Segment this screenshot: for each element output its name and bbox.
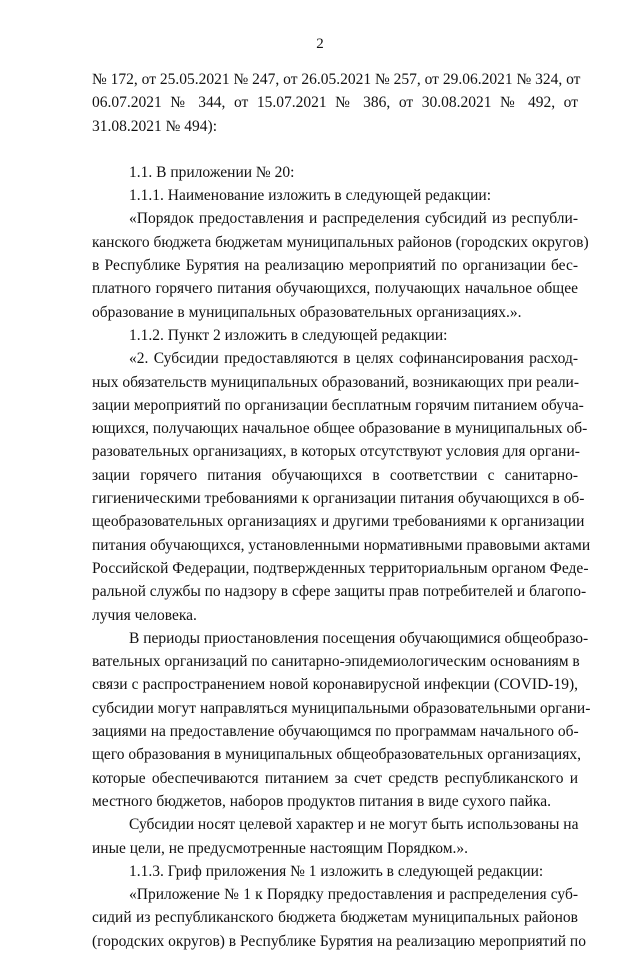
text-line: ющихся, получающих начальное общее образование в муниципальных об- bbox=[92, 420, 588, 438]
text-line: В периоды приостановления посещения обучающимися общеобразо- bbox=[129, 629, 589, 647]
text-line: питания обучающихся, установленными нормативными правовыми актами bbox=[92, 536, 591, 554]
text-line: образование в муниципальных образовательных организациях.». bbox=[92, 303, 522, 321]
text-line: сидий из республиканского бюджета бюджетам муниципальных районов bbox=[92, 909, 578, 927]
item-1-1 bbox=[92, 161, 578, 184]
text-line: гигиеническими требованиями к организации питания обучающихся в об- bbox=[92, 490, 585, 508]
text-line: ных обязательств муниципальных образований, возникающих при реали- bbox=[92, 373, 580, 391]
text-line: местного бюджетов, наборов продуктов питания в виде сухого пайка. bbox=[92, 792, 551, 810]
text-line: 1.1.2. Пункт 2 изложить в следующей редакции: bbox=[129, 326, 448, 344]
item-1-1-2 bbox=[92, 324, 578, 347]
text-line: № 172, от 25.05.2021 № 247, от 26.05.2021 № 257, от 29.06.2021 № 324, от bbox=[92, 71, 581, 88]
text-line: платного горячего питания обучающихся, получающих начальное общее bbox=[92, 280, 578, 298]
text-line: зации мероприятий по организации бесплатным горячим питанием обуча- bbox=[92, 396, 584, 414]
quote-appendix-paragraph bbox=[92, 883, 586, 953]
paragraph-spacer bbox=[92, 138, 578, 161]
text-line: субсидии могут направляться муниципальными образовательными органи- bbox=[92, 699, 591, 717]
text-line: в Республике Бурятия на реализацию мероприятий по организации бес- bbox=[92, 257, 578, 275]
text-line: 1.1.1. Наименование изложить в следующей редакции: bbox=[129, 187, 492, 205]
text-line: лучия человека. bbox=[92, 606, 197, 624]
text-line: щего образования в муниципальных общеобразовательных организациях, bbox=[92, 746, 581, 764]
item-1-1-3 bbox=[92, 860, 578, 883]
text-line: которые обеспечиваются питанием за счет средств республиканского и bbox=[92, 769, 578, 787]
text-line: 1.1.3. Гриф приложения № 1 изложить в следующей редакции: bbox=[129, 862, 544, 880]
quote-name-paragraph bbox=[92, 207, 589, 323]
document-body bbox=[92, 68, 591, 953]
text-line: разовательных организациях, в которых отсутствуют условия для органи- bbox=[92, 443, 580, 461]
text-line: (городских округов) в Республике Бурятия на реализацию мероприятий по bbox=[92, 932, 586, 950]
text-line: Субсидии носят целевой характер и не могут быть использованы на bbox=[129, 816, 579, 834]
text-line: Российской Федерации, подтвержденных территориальным органом Феде- bbox=[92, 559, 589, 577]
text-line: 06.07.2021 № 344, от 15.07.2021 № 386, от 30.08.2021 № 492, от bbox=[92, 94, 578, 112]
item-1-1-1 bbox=[92, 184, 578, 207]
suspension-paragraph bbox=[92, 627, 591, 813]
text-line: зациями на предоставление обучающимся по программам начального об- bbox=[92, 723, 579, 741]
text-line: «2. Субсидии предоставляются в целях софинансирования расход- bbox=[129, 350, 578, 368]
text-line: 31.08.2021 № 494): bbox=[92, 117, 218, 135]
text-line: зации горячего питания обучающихся в соответствии с санитарно- bbox=[92, 466, 578, 484]
intro-paragraph bbox=[92, 68, 581, 138]
text-line: канского бюджета бюджетам муниципальных районов (городских округов) bbox=[92, 233, 589, 251]
text-line: щеобразовательных организациях и другими требованиями к организации bbox=[92, 513, 585, 531]
targeted-use-paragraph bbox=[92, 813, 578, 860]
text-line: 1.1. В приложении № 20: bbox=[129, 163, 295, 181]
text-line: иные цели, не предусмотренные настоящим Порядком.». bbox=[92, 839, 469, 857]
quote-point-2-paragraph bbox=[92, 347, 591, 627]
text-line: «Порядок предоставления и распределения субсидий из республи- bbox=[129, 210, 578, 228]
text-line: вательных организаций по санитарно-эпидемиологическим основаниям в bbox=[92, 653, 580, 671]
page-number: 2 bbox=[316, 36, 324, 52]
text-line: «Приложение № 1 к Порядку предоставления и распределения суб- bbox=[129, 886, 578, 904]
text-line: связи с распространением новой коронавирусной инфекции (COVID-19), bbox=[92, 676, 578, 694]
text-line: ральной службы по надзору в сфере защиты прав потребителей и благопо- bbox=[92, 583, 587, 601]
